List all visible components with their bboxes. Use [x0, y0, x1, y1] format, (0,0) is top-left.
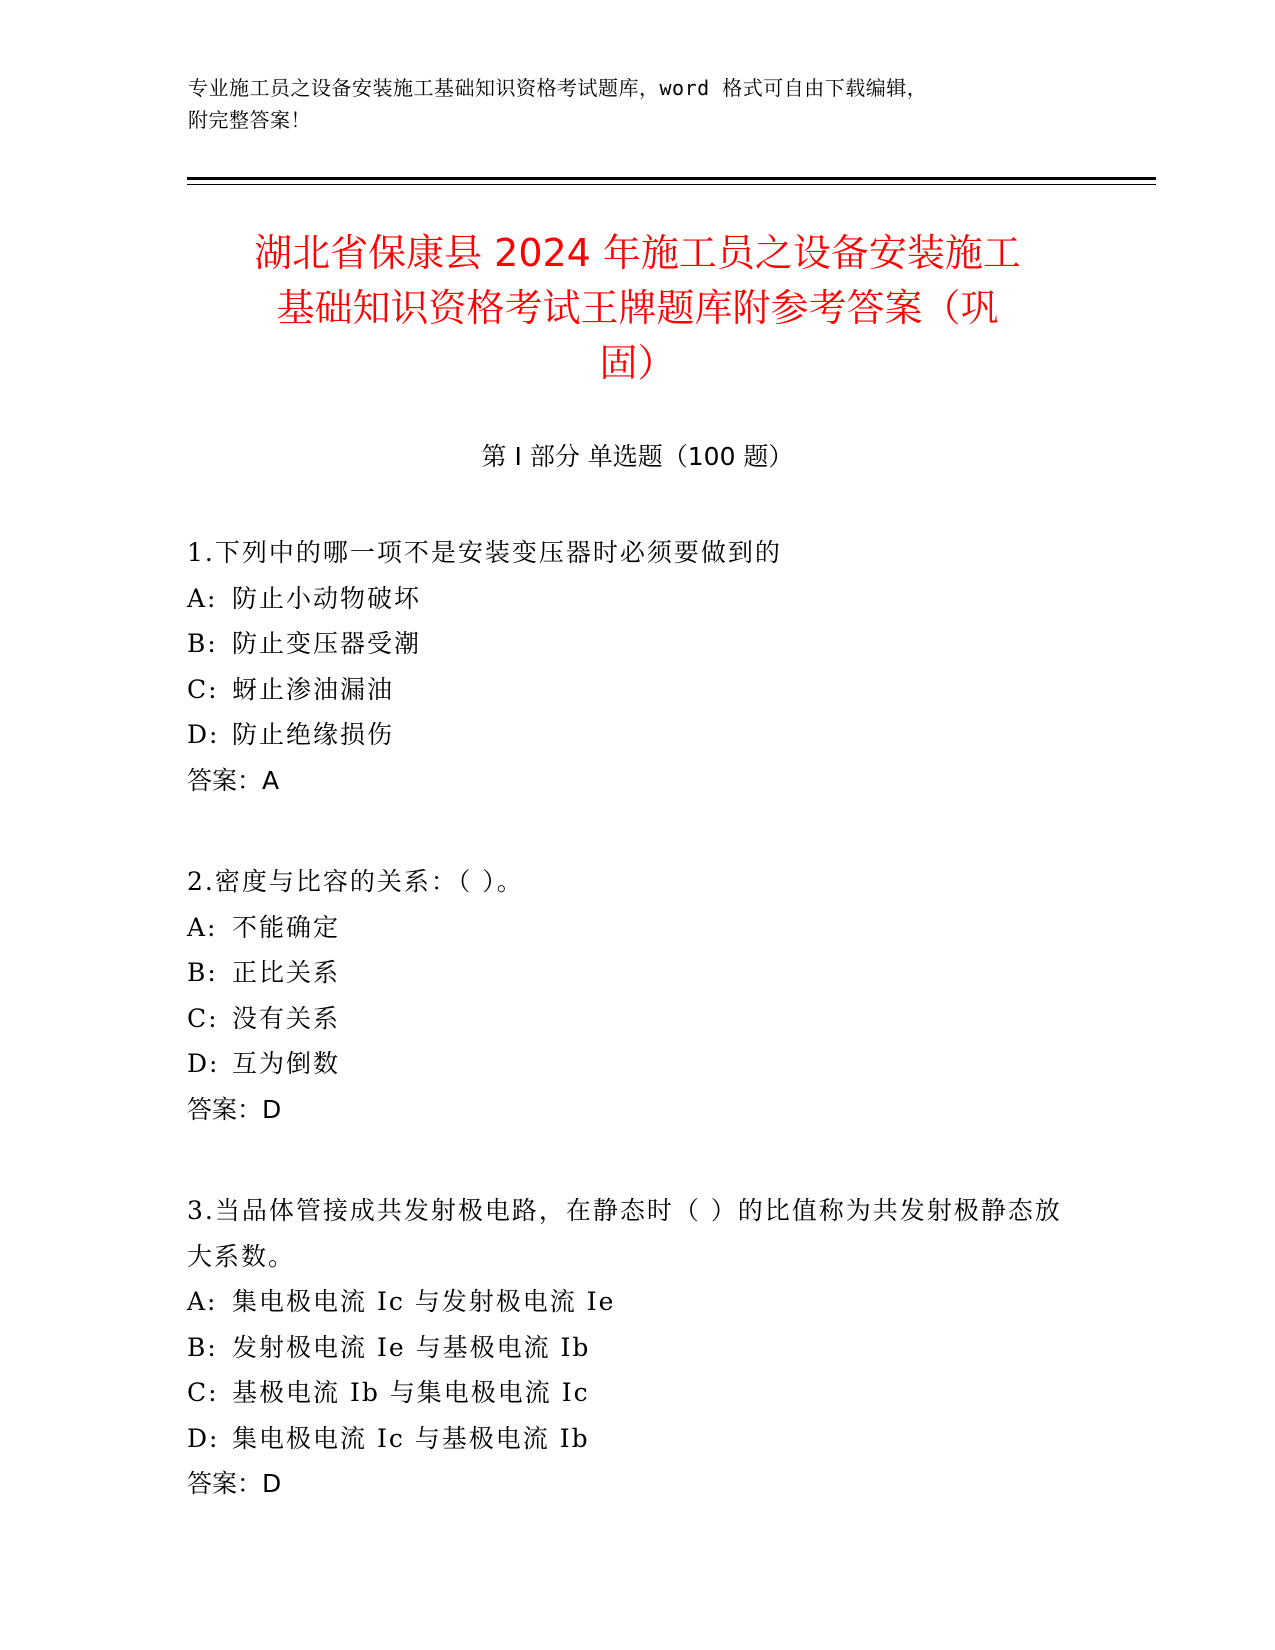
option-d	[187, 1416, 1087, 1462]
header-divider-thin	[187, 184, 1156, 185]
option-text: 基极电流 Ib 与集电极电流 Ic	[232, 1378, 590, 1407]
question-stem: 2.密度与比容的关系：（ ）。	[187, 867, 524, 896]
option-letter: D:	[187, 1423, 220, 1453]
option-letter: D:	[187, 1049, 220, 1078]
option-text: 防止小动物破坏	[232, 583, 422, 613]
document-title-line3: 固）	[599, 341, 676, 385]
option-a	[187, 1279, 1087, 1325]
option-a	[187, 905, 1087, 951]
header-note	[188, 72, 1088, 136]
option-letter: B:	[187, 629, 218, 658]
option-c	[187, 667, 1087, 713]
question-list	[187, 530, 1087, 1563]
option-text: 互为倒数	[232, 1049, 341, 1078]
document-title	[185, 226, 1090, 391]
option-text: 集电极电流 Ic 与基极电流 Ib	[232, 1423, 590, 1453]
document-title-line2: 基础知识资格考试王牌题库附参考答案（巩	[276, 286, 999, 330]
option-letter: B:	[187, 1332, 218, 1362]
option-letter: C:	[187, 1378, 219, 1407]
question-2	[187, 859, 1087, 1132]
option-a	[187, 576, 1087, 622]
option-text: 不能确定	[232, 912, 341, 942]
option-letter: C:	[187, 674, 219, 704]
document-title-line1: 湖北省保康县 2024 年施工员之设备安装施工	[254, 231, 1021, 275]
option-letter: B:	[187, 958, 218, 987]
option-text: 正比关系	[232, 958, 341, 987]
option-text: 防止变压器受潮	[232, 629, 422, 658]
option-b	[187, 621, 1087, 667]
option-letter: A:	[187, 1287, 218, 1316]
option-b	[187, 950, 1087, 996]
answer: 答案：D	[187, 1469, 282, 1498]
header-note-line1: 专业施工员之设备安装施工基础知识资格考试题库，word 格式可自由下载编辑，	[188, 76, 928, 100]
option-text: 防止绝缘损伤	[232, 720, 395, 749]
option-text: 没有关系	[232, 1003, 341, 1033]
option-letter: A:	[187, 912, 218, 942]
header-divider-thick	[187, 177, 1156, 180]
option-letter: D:	[187, 720, 220, 749]
option-text: 蚜止渗油漏油	[232, 674, 395, 704]
option-b	[187, 1325, 1087, 1371]
option-c	[187, 1370, 1087, 1416]
option-letter: C:	[187, 1003, 219, 1033]
question-stem: 1.下列中的哪一项不是安装变压器时必须要做到的	[187, 538, 782, 567]
option-text: 集电极电流 Ic 与发射极电流 Ie	[232, 1287, 616, 1316]
option-letter: A:	[187, 583, 218, 613]
option-c	[187, 996, 1087, 1042]
question-1	[187, 530, 1087, 803]
option-d	[187, 712, 1087, 758]
question-stem: 3.当品体管接成共发射极电路，在静态时（ ）的比值称为共发射极静态放大系数。	[187, 1196, 1062, 1271]
header-note-line2: 附完整答案！	[188, 108, 311, 132]
answer: 答案：A	[187, 765, 280, 795]
option-text: 发射极电流 Ie 与基极电流 Ib	[232, 1332, 591, 1362]
question-3	[187, 1188, 1087, 1507]
answer: 答案：D	[187, 1094, 282, 1124]
section-title: 第 I 部分 单选题（100 题）	[481, 442, 794, 471]
option-d	[187, 1041, 1087, 1087]
